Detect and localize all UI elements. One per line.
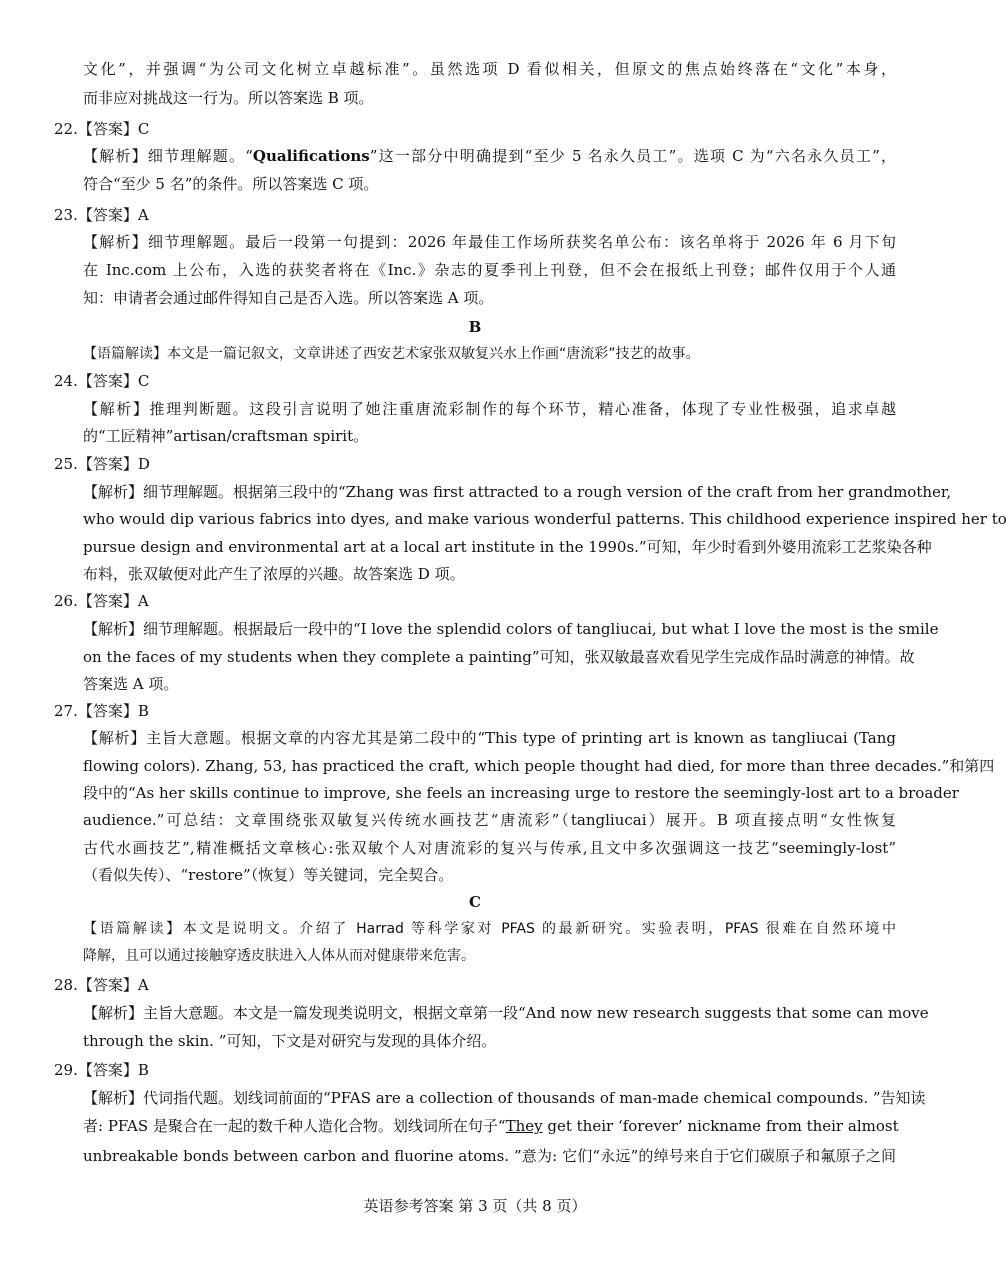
explanation-line: 【解析】代词指代题。划线词前面的“PFAS are a collection of thousands of man-made chemical compounds. ”告知读 xyxy=(83,1089,926,1107)
answer-header-27 xyxy=(54,701,149,721)
explanation-line: 【解析】主旨大意题。根据文章的内容尤其是第二段中的“This type of printing art is known as tangliucai (Tang xyxy=(83,729,896,747)
answer-header-23 xyxy=(54,205,149,225)
underlined-word: They xyxy=(505,1117,543,1135)
question-number: 26. xyxy=(54,592,78,610)
answer-label: 【答案】C xyxy=(77,120,150,138)
question-number: 29. xyxy=(54,1061,78,1079)
explanation-line: 的“工匠精神”artisan/craftsman spirit。 xyxy=(83,427,369,445)
explanation-line: （看似失传）、“restore”（恢复）等关键词，完全契合。 xyxy=(83,866,454,884)
answer-label: 【答案】B xyxy=(77,1061,149,1079)
question-number: 25. xyxy=(54,455,78,473)
explanation-line: on the faces of my students when they complete a painting”可知，张双敏最喜欢看见学生完成作品时满意的神情。故 xyxy=(83,648,915,666)
passage-summary-c: 降解，且可以通过接触穿透皮肤进入人体从而对健康带来危害。 xyxy=(83,948,475,964)
question-number: 22. xyxy=(54,120,78,138)
section-heading-b: B xyxy=(468,318,482,336)
text-line: 文化”，并强调“为公司文化树立卓越标准”。虽然选项 D 看似相关，但原文的焦点始终落在“文化”本身， xyxy=(83,60,896,78)
explanation-line: 布料，张双敏便对此产生了浓厚的兴趣。故答案选 D 项。 xyxy=(83,565,465,583)
question-number: 28. xyxy=(54,976,78,994)
question-number: 23. xyxy=(54,206,78,224)
explanation-line: 符合“至少 5 名”的条件。所以答案选 C 项。 xyxy=(83,175,379,193)
explanation-line: 【解析】细节理解题。根据最后一段中的“I love the splendid colors of tangliucai, but what I love the most is the smile xyxy=(83,620,939,638)
answer-header-25 xyxy=(54,454,150,474)
answer-header-28 xyxy=(54,975,149,995)
explanation-line: 【解析】主旨大意题。本文是一篇发现类说明文，根据文章第一段“And now new research suggests that some can move xyxy=(83,1004,929,1022)
page-footer: 英语参考答案 第 3 页（共 8 页） xyxy=(363,1197,587,1215)
explanation-line: 知：申请者会通过邮件得知自己是否入选。所以答案选 A 项。 xyxy=(83,289,494,307)
explanation-line: 【解析】细节理解题。根据第三段中的“Zhang was first attracted to a rough version of the craft from her grandmother, xyxy=(83,483,952,501)
explanation-line: 段中的“As her skills continue to improve, she feels an increasing urge to restore the seemingly-lost art to a broader xyxy=(83,784,959,802)
explanation-line: audience.”可总结：文章围绕张双敏复兴传统水画技艺“唐流彩”（tangliucai）展开。B 项直接点明“女性恢复 xyxy=(83,811,896,829)
explanation-line: flowing colors). Zhang, 53, has practiced the craft, which people thought had died, for more than three decades.”和第四 xyxy=(83,757,995,775)
answer-label: 【答案】C xyxy=(77,372,150,390)
answer-label: 【答案】D xyxy=(77,455,150,473)
answer-header-22 xyxy=(54,119,149,139)
keyword: Qualifications xyxy=(252,147,370,165)
passage-summary-b: 【语篇解读】本文是一篇记叙文，文章讲述了西安艺术家张双敏复兴水上作画“唐流彩”技艺的故事。 xyxy=(83,346,700,362)
explanation-line: pursue design and environmental art at a local art institute in the 1990s.”可知，年少时看到外婆用流彩工艺浆染各种 xyxy=(83,538,932,556)
answer-header-24 xyxy=(54,371,149,391)
section-heading-c: C xyxy=(469,893,481,911)
text-line: 而非应对挑战这一行为。所以答案选 B 项。 xyxy=(83,89,374,107)
question-number: 24. xyxy=(54,372,78,390)
explanation-line: 【解析】细节理解题。“Qualifications”这一部分中明确提到“至少 5 名永久员工”。选项 C 为“六名永久员工”， xyxy=(83,147,896,165)
explanation-text: 者: PFAS 是聚合在一起的数千种人造化合物。划线词所在句子“ xyxy=(83,1117,506,1135)
explanation-line: through the skin. ”可知，下文是对研究与发现的具体介绍。 xyxy=(83,1032,497,1050)
answer-label: 【答案】A xyxy=(77,976,149,994)
explanation-text: get their ‘forever’ nickname from their almost xyxy=(542,1117,899,1135)
explanation-line: 【解析】细节理解题。最后一段第一句提到：2026 年最佳工作场所获奖名单公布：该名单将于 2026 年 6 月下旬 xyxy=(83,233,896,251)
explanation-line: 古代水画技艺”,精准概括文章核心:张双敏个人对唐流彩的复兴与传承,且文中多次强调这一技艺“seemingly-lost” xyxy=(83,839,896,857)
passage-summary-c: 【语篇解读】本文是说明文。介绍了 Harrad 等科学家对 PFAS 的最新研究。实验表明，PFAS 很难在自然环境中 xyxy=(83,921,896,937)
explanation-line xyxy=(83,1116,899,1136)
question-number: 27. xyxy=(54,702,78,720)
answer-header-29 xyxy=(54,1060,149,1080)
answer-label: 【答案】A xyxy=(77,206,149,224)
explanation-line: 在 Inc.com 上公布，入选的获奖者将在《Inc.》杂志的夏季刊上刊登，但不会在报纸上刊登；邮件仅用于个人通 xyxy=(83,261,896,279)
explanation-line: who would dip various fabrics into dyes, and make various wonderful patterns. This childhood experience inspired her to xyxy=(83,510,1007,528)
explanation-line: unbreakable bonds between carbon and fluorine atoms. ”意为: 它们“永远”的绰号来自于它们碳原子和氟原子之间 xyxy=(83,1147,896,1165)
explanation-line: 【解析】推理判断题。这段引言说明了她注重唐流彩制作的每个环节，精心准备，体现了专业性极强，追求卓越 xyxy=(83,400,896,418)
answer-label: 【答案】B xyxy=(77,702,149,720)
answer-label: 【答案】A xyxy=(77,592,149,610)
explanation-line: 答案选 A 项。 xyxy=(83,675,179,693)
answer-header-26 xyxy=(54,591,149,611)
